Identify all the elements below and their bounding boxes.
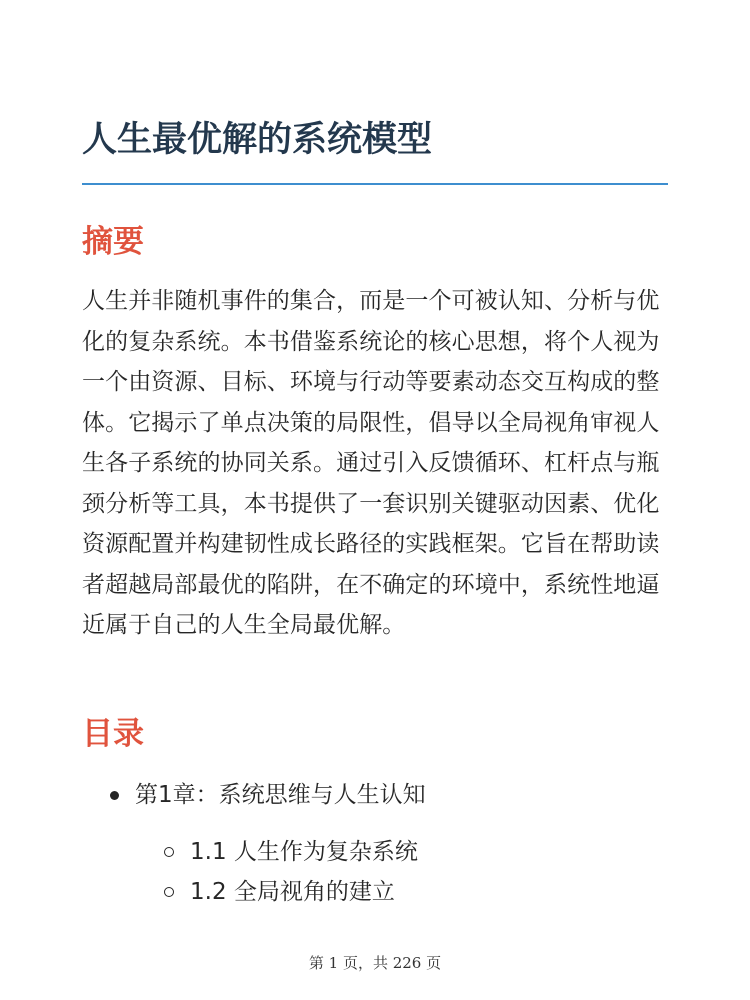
toc-section-label: 1.2 全局视角的建立 (190, 879, 395, 905)
toc-section-item (82, 872, 668, 912)
toc-list (82, 775, 668, 912)
page-number-footer: 第 1 页，共 226 页 (308, 954, 442, 972)
toc-heading: 目录 (82, 716, 144, 752)
bullet-circle-icon (164, 887, 174, 897)
toc-section-list (135, 832, 668, 912)
abstract-paragraph: 人生并非随机事件的集合，而是一个可被认知、分析与优化的复杂系统。本书借鉴系统论的核心思想，将个人视为一个由资源、目标、环境与行动等要素动态交互构成的整体。它揭示了单点决策的局限性，倡导以全局视角审视人生各子系统的协同关系。通过引入反馈循环、杠杆点与瓶颈分析等工具，本书提供了一套识别关键驱动因素、优化资源配置并构建韧性成长路径的实践框架。它旨在帮助读者超越局部最优的陷阱，在不确定的环境中，系统性地逼近属于自己的人生全局最优解。 (82, 288, 660, 638)
title-divider (82, 183, 668, 185)
bullet-circle-icon (164, 847, 174, 857)
document-title: 人生最优解的系统模型 (82, 120, 433, 160)
abstract-heading: 摘要 (82, 224, 144, 260)
document-page (82, 0, 668, 1000)
bullet-disc-icon (110, 791, 119, 800)
toc-chapter-label: 第1章：系统思维与人生认知 (135, 782, 426, 808)
toc-section-item (82, 832, 668, 872)
toc-chapter-item (82, 775, 668, 912)
toc-section-label: 1.1 人生作为复杂系统 (190, 839, 418, 865)
